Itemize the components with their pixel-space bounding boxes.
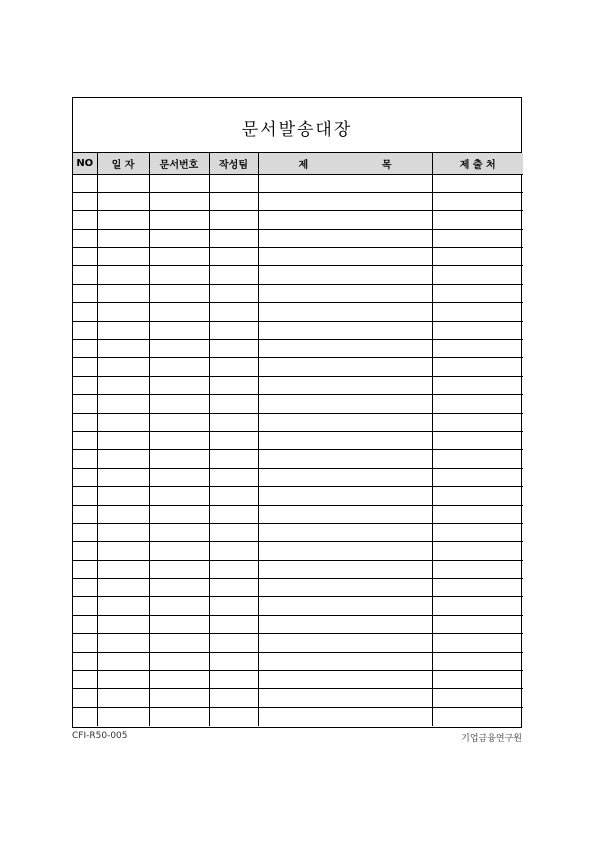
cell-no[interactable] [73, 358, 97, 376]
cell-no[interactable] [73, 652, 97, 670]
cell-subject[interactable] [258, 450, 432, 468]
cell-subject[interactable] [258, 523, 432, 541]
cell-team[interactable] [209, 487, 258, 505]
table-row [73, 211, 523, 229]
cell-doc-number[interactable] [149, 542, 209, 560]
cell-doc-number[interactable] [149, 450, 209, 468]
cell-doc-number[interactable] [149, 211, 209, 229]
cell-recipient[interactable] [432, 174, 523, 192]
cell-team[interactable] [209, 266, 258, 284]
cell-subject[interactable] [258, 284, 432, 302]
cell-doc-number[interactable] [149, 248, 209, 266]
table-row [73, 634, 523, 652]
cell-recipient[interactable] [432, 523, 523, 541]
cell-team[interactable] [209, 284, 258, 302]
table-row [73, 395, 523, 413]
cell-date[interactable] [97, 579, 149, 597]
cell-date[interactable] [97, 174, 149, 192]
cell-recipient[interactable] [432, 284, 523, 302]
cell-doc-number[interactable] [149, 579, 209, 597]
cell-recipient[interactable] [432, 229, 523, 247]
cell-subject[interactable] [258, 505, 432, 523]
cell-team[interactable] [209, 615, 258, 633]
cell-team[interactable] [209, 413, 258, 431]
cell-recipient[interactable] [432, 431, 523, 449]
header-no: NO [73, 153, 97, 174]
cell-recipient[interactable] [432, 634, 523, 652]
cell-no[interactable] [73, 376, 97, 394]
cell-date[interactable] [97, 634, 149, 652]
cell-date[interactable] [97, 597, 149, 615]
cell-date[interactable] [97, 340, 149, 358]
cell-team[interactable] [209, 560, 258, 578]
cell-recipient[interactable] [432, 248, 523, 266]
cell-recipient[interactable] [432, 303, 523, 321]
cell-recipient[interactable] [432, 505, 523, 523]
cell-subject[interactable] [258, 321, 432, 339]
cell-recipient[interactable] [432, 689, 523, 707]
cell-team[interactable] [209, 707, 258, 725]
cell-recipient[interactable] [432, 192, 523, 210]
cell-no[interactable] [73, 229, 97, 247]
cell-recipient[interactable] [432, 413, 523, 431]
cell-no[interactable] [73, 211, 97, 229]
cell-team[interactable] [209, 229, 258, 247]
cell-date[interactable] [97, 707, 149, 725]
cell-doc-number[interactable] [149, 634, 209, 652]
cell-recipient[interactable] [432, 560, 523, 578]
cell-doc-number[interactable] [149, 229, 209, 247]
cell-subject[interactable] [258, 597, 432, 615]
cell-no[interactable] [73, 174, 97, 192]
cell-subject[interactable] [258, 395, 432, 413]
cell-no[interactable] [73, 671, 97, 689]
cell-no[interactable] [73, 340, 97, 358]
cell-subject[interactable] [258, 468, 432, 486]
header-team: 작성팀 [209, 153, 258, 174]
cell-no[interactable] [73, 321, 97, 339]
cell-doc-number[interactable] [149, 303, 209, 321]
organization-name: 기업금융연구원 [461, 734, 522, 744]
cell-date[interactable] [97, 671, 149, 689]
cell-no[interactable] [73, 579, 97, 597]
cell-team[interactable] [209, 321, 258, 339]
table-row [73, 321, 523, 339]
ledger-table [73, 153, 523, 726]
cell-subject[interactable] [258, 413, 432, 431]
cell-no[interactable] [73, 284, 97, 302]
cell-team[interactable] [209, 211, 258, 229]
header-row [73, 153, 523, 174]
cell-recipient[interactable] [432, 707, 523, 725]
cell-no[interactable] [73, 395, 97, 413]
cell-no[interactable] [73, 450, 97, 468]
table-row [73, 542, 523, 560]
form-code: CFI-R50-005 [72, 731, 128, 741]
cell-subject[interactable] [258, 358, 432, 376]
table-row [73, 579, 523, 597]
cell-no[interactable] [73, 505, 97, 523]
cell-recipient[interactable] [432, 468, 523, 486]
table-row [73, 413, 523, 431]
table-row [73, 431, 523, 449]
cell-recipient[interactable] [432, 579, 523, 597]
table-row [73, 376, 523, 394]
table-row [73, 560, 523, 578]
cell-recipient[interactable] [432, 358, 523, 376]
cell-doc-number[interactable] [149, 505, 209, 523]
cell-doc-number[interactable] [149, 671, 209, 689]
cell-no[interactable] [73, 560, 97, 578]
cell-subject[interactable] [258, 487, 432, 505]
cell-team[interactable] [209, 634, 258, 652]
cell-date[interactable] [97, 395, 149, 413]
cell-date[interactable] [97, 523, 149, 541]
cell-date[interactable] [97, 542, 149, 560]
table-row [73, 450, 523, 468]
table-row [73, 303, 523, 321]
cell-no[interactable] [73, 431, 97, 449]
table-row [73, 487, 523, 505]
cell-no[interactable] [73, 542, 97, 560]
table-row [73, 284, 523, 302]
cell-date[interactable] [97, 284, 149, 302]
cell-date[interactable] [97, 431, 149, 449]
cell-subject[interactable] [258, 560, 432, 578]
cell-subject[interactable] [258, 634, 432, 652]
cell-recipient[interactable] [432, 652, 523, 670]
cell-doc-number[interactable] [149, 284, 209, 302]
cell-team[interactable] [209, 174, 258, 192]
table-row [73, 707, 523, 725]
cell-recipient[interactable] [432, 395, 523, 413]
cell-no[interactable] [73, 523, 97, 541]
cell-recipient[interactable] [432, 671, 523, 689]
cell-team[interactable] [209, 652, 258, 670]
cell-doc-number[interactable] [149, 487, 209, 505]
cell-no[interactable] [73, 597, 97, 615]
header-subject-left: 제 [298, 159, 309, 171]
cell-doc-number[interactable] [149, 395, 209, 413]
cell-team[interactable] [209, 192, 258, 210]
table-row [73, 652, 523, 670]
cell-subject[interactable] [258, 689, 432, 707]
cell-doc-number[interactable] [149, 376, 209, 394]
cell-doc-number[interactable] [149, 560, 209, 578]
cell-team[interactable] [209, 340, 258, 358]
cell-team[interactable] [209, 303, 258, 321]
cell-no[interactable] [73, 615, 97, 633]
header-doc-number: 문서번호 [149, 153, 209, 174]
cell-subject[interactable] [258, 615, 432, 633]
table-row [73, 523, 523, 541]
cell-subject[interactable] [258, 707, 432, 725]
cell-no[interactable] [73, 468, 97, 486]
cell-date[interactable] [97, 376, 149, 394]
cell-subject[interactable] [258, 174, 432, 192]
cell-doc-number[interactable] [149, 413, 209, 431]
table-row [73, 229, 523, 247]
table-row [73, 174, 523, 192]
cell-doc-number[interactable] [149, 266, 209, 284]
cell-doc-number[interactable] [149, 468, 209, 486]
cell-team[interactable] [209, 542, 258, 560]
ledger-body [73, 174, 523, 726]
cell-subject[interactable] [258, 211, 432, 229]
cell-team[interactable] [209, 431, 258, 449]
cell-date[interactable] [97, 321, 149, 339]
table-row [73, 468, 523, 486]
table-row [73, 615, 523, 633]
cell-date[interactable] [97, 487, 149, 505]
cell-no[interactable] [73, 689, 97, 707]
cell-no[interactable] [73, 303, 97, 321]
ledger-sheet [72, 97, 522, 728]
cell-team[interactable] [209, 450, 258, 468]
cell-no[interactable] [73, 487, 97, 505]
cell-date[interactable] [97, 303, 149, 321]
header-subject-right: 목 [381, 159, 392, 171]
cell-no[interactable] [73, 248, 97, 266]
cell-subject[interactable] [258, 340, 432, 358]
cell-subject[interactable] [258, 303, 432, 321]
cell-doc-number[interactable] [149, 340, 209, 358]
cell-doc-number[interactable] [149, 597, 209, 615]
cell-recipient[interactable] [432, 542, 523, 560]
cell-recipient[interactable] [432, 450, 523, 468]
cell-team[interactable] [209, 523, 258, 541]
cell-subject[interactable] [258, 431, 432, 449]
cell-subject[interactable] [258, 376, 432, 394]
cell-team[interactable] [209, 579, 258, 597]
cell-doc-number[interactable] [149, 358, 209, 376]
cell-team[interactable] [209, 376, 258, 394]
cell-date[interactable] [97, 192, 149, 210]
cell-subject[interactable] [258, 192, 432, 210]
document-title: 문서발송대장 [241, 119, 353, 140]
table-row [73, 266, 523, 284]
cell-team[interactable] [209, 395, 258, 413]
cell-date[interactable] [97, 413, 149, 431]
cell-subject[interactable] [258, 542, 432, 560]
cell-team[interactable] [209, 248, 258, 266]
cell-subject[interactable] [258, 671, 432, 689]
header-subject [258, 153, 432, 174]
cell-no[interactable] [73, 413, 97, 431]
cell-recipient[interactable] [432, 266, 523, 284]
cell-date[interactable] [97, 560, 149, 578]
cell-date[interactable] [97, 358, 149, 376]
cell-date[interactable] [97, 229, 149, 247]
header-recipient: 제 출 처 [432, 153, 523, 174]
subject-header-group [259, 156, 432, 171]
cell-no[interactable] [73, 192, 97, 210]
cell-team[interactable] [209, 468, 258, 486]
cell-doc-number[interactable] [149, 192, 209, 210]
table-row [73, 340, 523, 358]
cell-subject[interactable] [258, 266, 432, 284]
cell-doc-number[interactable] [149, 615, 209, 633]
cell-recipient[interactable] [432, 376, 523, 394]
cell-doc-number[interactable] [149, 689, 209, 707]
cell-no[interactable] [73, 266, 97, 284]
cell-date[interactable] [97, 652, 149, 670]
cell-subject[interactable] [258, 248, 432, 266]
cell-date[interactable] [97, 266, 149, 284]
cell-no[interactable] [73, 707, 97, 725]
table-row [73, 671, 523, 689]
cell-recipient[interactable] [432, 211, 523, 229]
cell-subject[interactable] [258, 652, 432, 670]
cell-date[interactable] [97, 450, 149, 468]
table-row [73, 248, 523, 266]
cell-recipient[interactable] [432, 487, 523, 505]
cell-team[interactable] [209, 671, 258, 689]
table-row [73, 358, 523, 376]
table-row [73, 597, 523, 615]
cell-recipient[interactable] [432, 340, 523, 358]
table-row [73, 192, 523, 210]
cell-recipient[interactable] [432, 615, 523, 633]
cell-date[interactable] [97, 615, 149, 633]
cell-date[interactable] [97, 248, 149, 266]
cell-recipient[interactable] [432, 321, 523, 339]
cell-doc-number[interactable] [149, 174, 209, 192]
cell-team[interactable] [209, 358, 258, 376]
table-row [73, 505, 523, 523]
cell-date[interactable] [97, 689, 149, 707]
cell-date[interactable] [97, 468, 149, 486]
cell-doc-number[interactable] [149, 707, 209, 725]
cell-subject[interactable] [258, 229, 432, 247]
cell-subject[interactable] [258, 579, 432, 597]
table-row [73, 689, 523, 707]
cell-team[interactable] [209, 597, 258, 615]
cell-date[interactable] [97, 505, 149, 523]
cell-doc-number[interactable] [149, 321, 209, 339]
cell-doc-number[interactable] [149, 652, 209, 670]
cell-team[interactable] [209, 689, 258, 707]
cell-team[interactable] [209, 505, 258, 523]
cell-date[interactable] [97, 211, 149, 229]
cell-recipient[interactable] [432, 597, 523, 615]
cell-doc-number[interactable] [149, 431, 209, 449]
title-box [73, 98, 521, 153]
cell-doc-number[interactable] [149, 523, 209, 541]
header-date: 일 자 [97, 153, 149, 174]
cell-no[interactable] [73, 634, 97, 652]
